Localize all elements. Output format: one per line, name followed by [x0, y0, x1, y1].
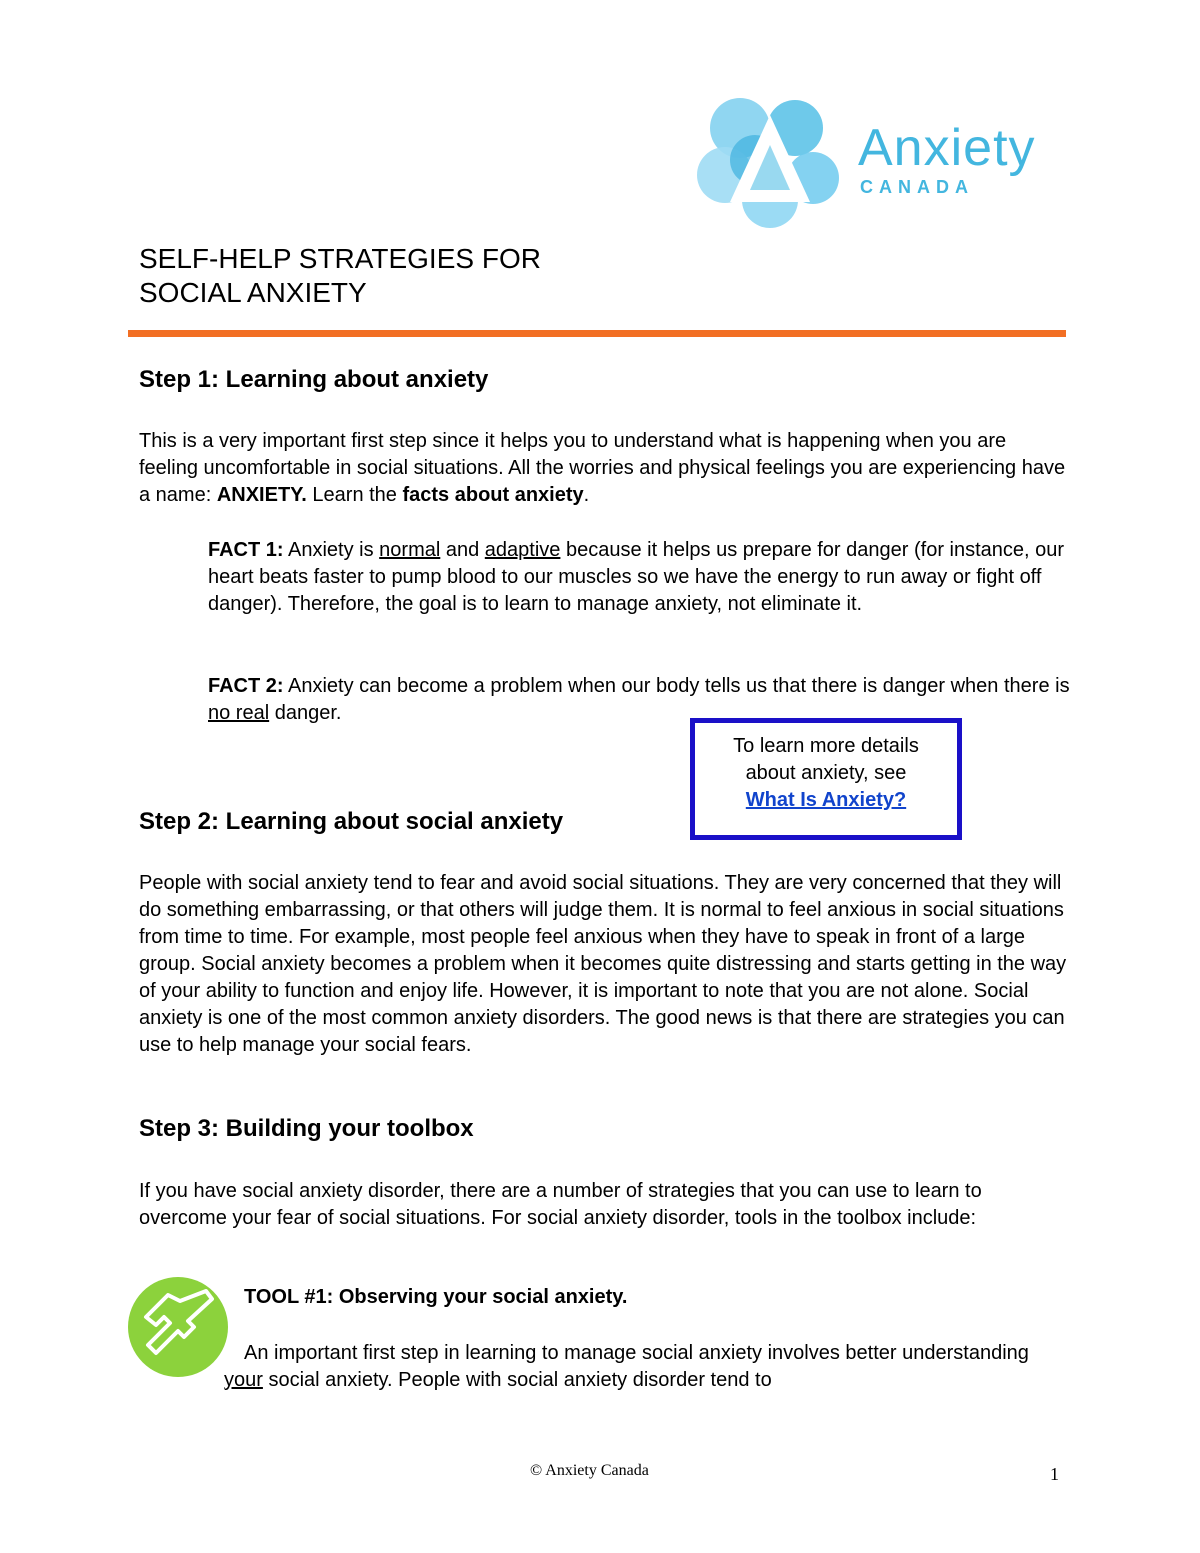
- page-title: [139, 242, 541, 310]
- step-1-paragraph: [139, 428, 1069, 509]
- fact-1: [208, 537, 1078, 618]
- step-3-paragraph: If you have social anxiety disorder, there are a number of strategies that you can use to learn to overcome your fear of social situations. For social anxiety disorder, tools in the toolbox include:: [139, 1180, 982, 1229]
- title-line-2: SOCIAL ANXIETY: [139, 277, 367, 308]
- fact-1-text: Anxiety is: [283, 539, 380, 561]
- footer-copyright: © Anxiety Canada: [530, 1462, 649, 1479]
- fact-2-text-2: danger.: [269, 702, 342, 724]
- logo-wordmark: Anxiety: [858, 119, 1036, 177]
- fact-2-no-real: no real: [208, 702, 270, 724]
- what-is-anxiety-link[interactable]: What Is Anxiety?: [745, 789, 907, 811]
- step-3-heading: Step 3: Building your toolbox: [139, 1115, 474, 1142]
- callout-line-1: To learn more details: [733, 735, 919, 757]
- step-1-text-2: Learn the: [306, 484, 403, 506]
- tool-1-text: An important first step in learning to manage social anxiety involves better understanding: [244, 1342, 1029, 1364]
- fact-1-label: FACT 1:: [208, 539, 284, 561]
- fact-1-normal: normal: [379, 539, 441, 561]
- step-2-heading: Step 2: Learning about social anxiety: [139, 808, 564, 835]
- tool-1-heading: TOOL #1: Observing your social anxiety.: [244, 1286, 628, 1308]
- fact-2-text: Anxiety can become a problem when our body tells us that there is danger when there is: [283, 675, 1070, 697]
- title-line-1: SELF-HELP STRATEGIES FOR: [139, 243, 541, 274]
- accent-divider: [128, 330, 1066, 337]
- logo-subtitle: CANADA: [860, 177, 974, 197]
- fact-1-adaptive: adaptive: [484, 539, 561, 561]
- fact-1-text-2: because it helps us prepare for danger (for instance, our heart beats faster to pump blood to our muscles so we have the energy to run away or fight off danger). Therefore, the goal is to learn to manage anxiety, not eliminate it.: [208, 539, 1065, 615]
- step-2-paragraph: People with social anxiety tend to fear and avoid social situations. They are very concerned that they will do something embarrassing, or that others will judge them. It is normal to feel anxious in social situations from time to time. For example, most people feel anxious when they have to speak in front of a large group. Social anxiety becomes a problem when it becomes quite distressing and starts getting in the way of your ability to function and enjoy life. However, it is important to note that you are not alone. Social anxiety is one of the most common anxiety disorders. The good news is that there are strategies you can use to help manage your social fears.: [139, 872, 1067, 1056]
- anxiety-canada-logo-icon: [695, 90, 845, 230]
- fact-2-label: FACT 2:: [208, 675, 284, 697]
- learn-more-callout: [690, 718, 962, 840]
- step-1-text: This is a very important first step since it helps you to understand what is happening when you are feeling uncomfortable in social situations. All the worries and physical feelings you are experiencing have a name:: [139, 430, 1066, 506]
- callout-line-2: about anxiety, see: [745, 762, 907, 784]
- facts-emphasis: facts about anxiety: [402, 484, 584, 506]
- tool-1-text-2: social anxiety. People with social anxiety disorder tend to: [262, 1369, 772, 1391]
- step-1-period: .: [583, 484, 590, 506]
- anxiety-emphasis: ANXIETY.: [216, 484, 307, 506]
- fact-1-and: and: [440, 539, 485, 561]
- page-number: 1: [1050, 1464, 1059, 1484]
- step-1-heading: Step 1: Learning about anxiety: [139, 366, 489, 393]
- tool-1-paragraph: [224, 1340, 1044, 1394]
- hammer-icon: [128, 1277, 228, 1377]
- tool-1-your: your: [224, 1369, 263, 1391]
